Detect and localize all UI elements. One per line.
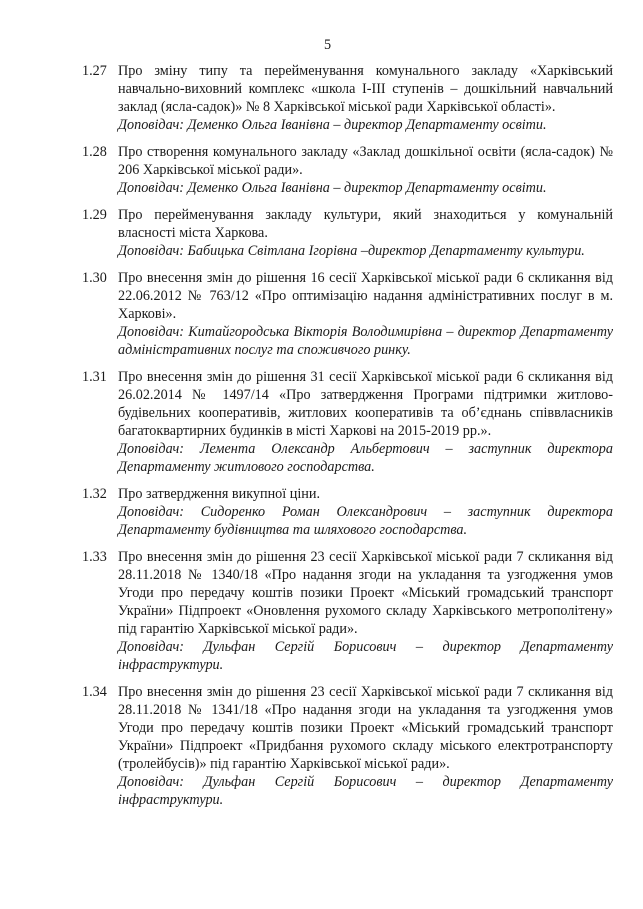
agenda-item-number: 1.29 [82, 207, 107, 223]
agenda-item-title: Про створення комунального закладу «Заклад дошкільної освіти (ясла-садок) № 206 Харківської міської ради». [118, 144, 613, 178]
page-number: 5 [323, 37, 332, 53]
agenda-item-number: 1.34 [82, 684, 107, 700]
agenda-item [82, 143, 613, 197]
agenda-item [82, 485, 613, 539]
agenda-item-speaker: Доповідач: Деменко Ольга Іванівна – директор Департаменту освіти. [118, 180, 547, 196]
agenda-item-title: Про внесення змін до рішення 31 сесії Харківської міської ради 6 скликання від 26.02.2014 № 1497/14 «Про затвердження Програми підтримки житлово-будівельних кооперативів, житлових кооперативів та об’єднань співвласників багатоквартирних будинків в місті Харкові на 2015-2019 рр.». [118, 369, 613, 439]
agenda-item-number: 1.32 [82, 486, 107, 502]
agenda-item [82, 62, 613, 134]
agenda-item [82, 269, 613, 359]
agenda-item-title: Про внесення змін до рішення 16 сесії Харківської міської ради 6 скликання від 22.06.2012 № 763/12 «Про оптимізацію надання адміністративних послуг в м. Харкові». [118, 270, 613, 322]
agenda-item-title: Про перейменування закладу культури, який знаходиться у комунальній власності міста Харкова. [118, 207, 613, 241]
agenda-item-speaker: Доповідач: Лемента Олександр Альбертович – заступник директора Департаменту житлового господарства. [118, 441, 613, 475]
agenda-item-number: 1.33 [82, 549, 107, 565]
agenda-item-title: Про затвердження викупної ціни. [118, 486, 321, 502]
agenda-item-number: 1.31 [82, 369, 107, 385]
agenda-list [82, 62, 613, 809]
agenda-item-number: 1.28 [82, 144, 107, 160]
agenda-item-title: Про внесення змін до рішення 23 сесії Харківської міської ради 7 скликання від 28.11.2018 № 1341/18 «Про надання згоди на укладання та узгодження умов Угоди про передачу коштів позики Проект «Міський громадський транспорт України» Підпроект «Придбання рухомого складу міського електротранспорту (тролейбусів)» під гарантію Харківської міської ради». [118, 684, 613, 772]
agenda-item-speaker: Доповідач: Сидоренко Роман Олександрович – заступник директора Департаменту будівництва та шляхового господарства. [118, 504, 613, 538]
agenda-item [82, 548, 613, 674]
agenda-item [82, 368, 613, 476]
agenda-item-speaker: Доповідач: Дульфан Сергій Борисович – директор Департаменту інфраструктури. [118, 639, 613, 673]
agenda-item-number: 1.27 [82, 63, 107, 79]
agenda-item-title: Про внесення змін до рішення 23 сесії Харківської міської ради 7 скликання від 28.11.2018 № 1340/18 «Про надання згоди на укладання та узгодження умов Угоди про передачу коштів позики Проект «Міський громадський транспорт України» Підпроект «Оновлення рухомого складу Харківського метрополітену» під гарантію Харківської міської ради». [118, 549, 613, 637]
agenda-item-speaker: Доповідач: Китайгородська Вікторія Володимирівна – директор Департаменту адміністративних послуг та споживчого ринку. [118, 324, 613, 358]
agenda-item [82, 683, 613, 809]
agenda-item [82, 206, 613, 260]
agenda-item-speaker: Доповідач: Бабицька Світлана Ігорівна –директор Департаменту культури. [118, 243, 585, 259]
agenda-item-number: 1.30 [82, 270, 107, 286]
agenda-item-speaker: Доповідач: Дульфан Сергій Борисович – директор Департаменту інфраструктури. [118, 774, 613, 808]
agenda-item-speaker: Доповідач: Деменко Ольга Іванівна – директор Департаменту освіти. [118, 117, 547, 133]
agenda-item-title: Про зміну типу та перейменування комунального закладу «Харківський навчально-виховний комплекс «школа І-ІІІ ступенів – дошкільний навчальний заклад (ясла-садок)» № 8 Харківської міської ради Харківської області». [118, 63, 613, 115]
